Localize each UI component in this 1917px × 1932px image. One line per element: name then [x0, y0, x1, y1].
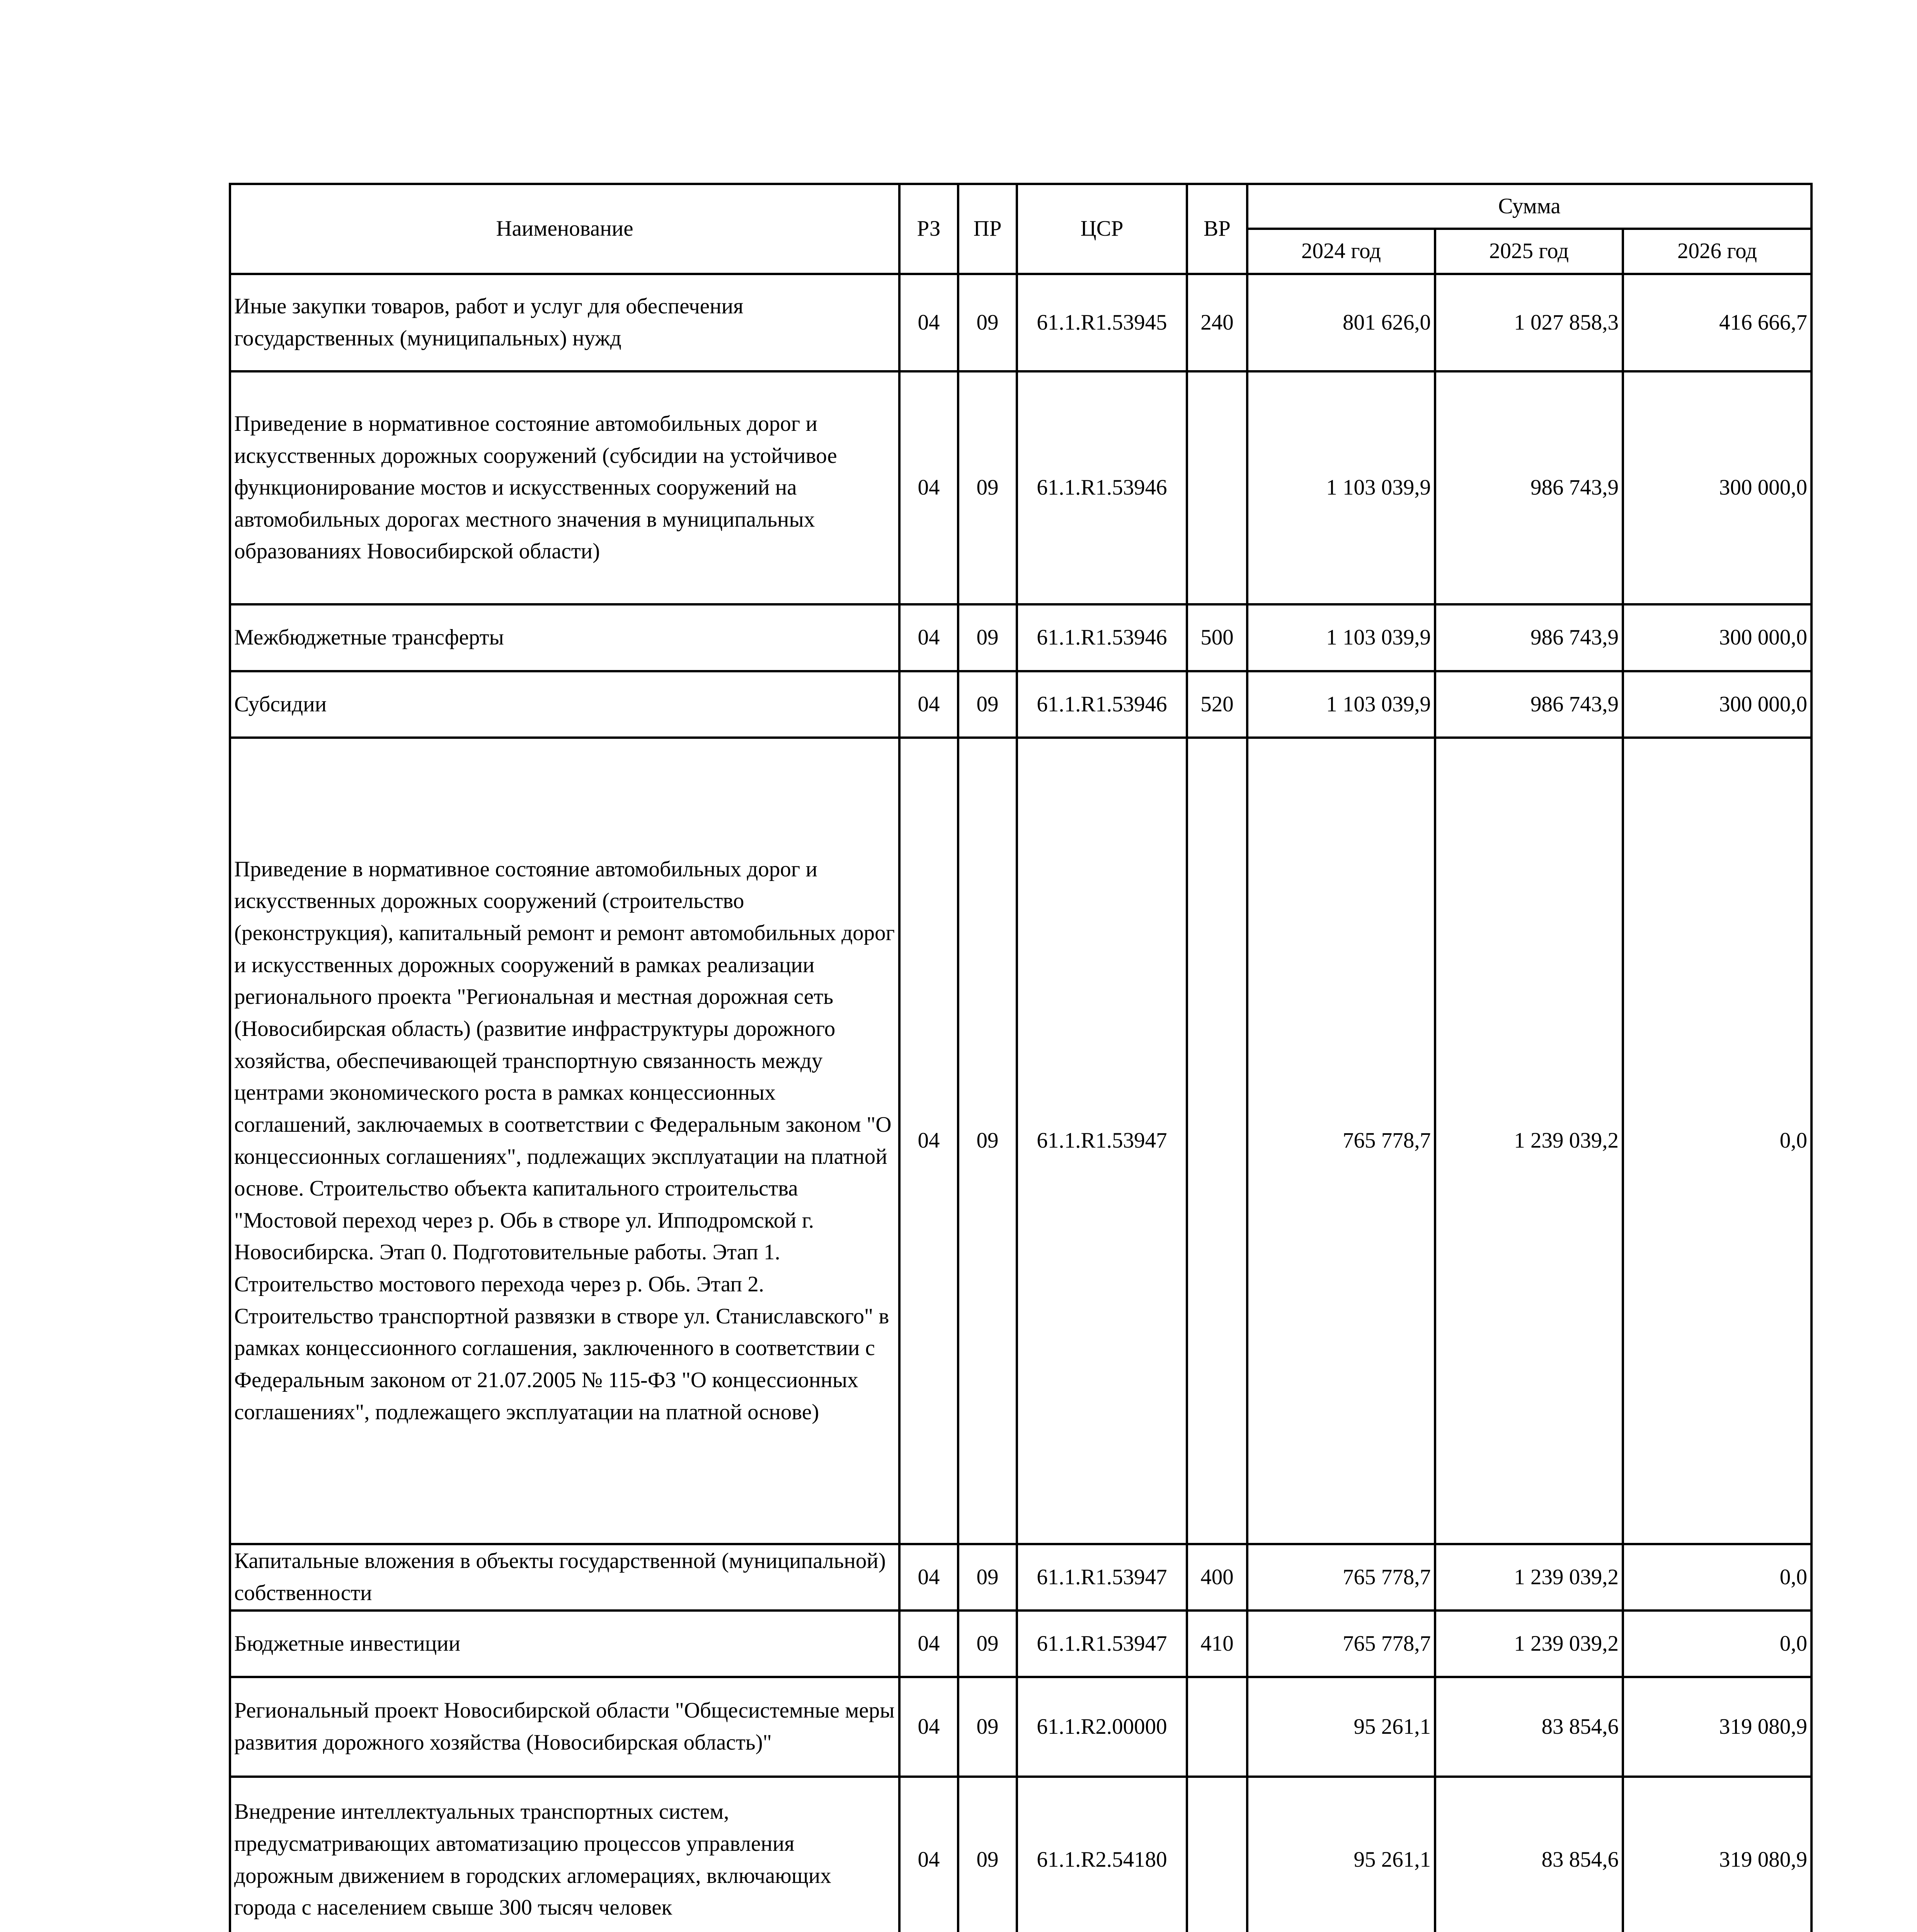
cell-sum-2025: 1 239 039,2 — [1435, 1611, 1623, 1677]
cell-rz: 04 — [899, 1611, 958, 1677]
cell-vr: 500 — [1187, 604, 1247, 671]
cell-sum-2025: 83 854,6 — [1435, 1677, 1623, 1777]
cell-sum-2025: 83 854,6 — [1435, 1777, 1623, 1932]
cell-name: Иные закупки товаров, работ и услуг для обеспечения государственных (муниципальных) нужд — [230, 274, 899, 371]
cell-pr: 09 — [958, 1544, 1017, 1611]
cell-pr: 09 — [958, 371, 1017, 604]
budget-table — [229, 183, 1813, 1932]
cell-rz: 04 — [899, 738, 958, 1544]
cell-vr: 400 — [1187, 1544, 1247, 1611]
cell-sum-2026: 300 000,0 — [1623, 671, 1811, 738]
table-row — [230, 274, 1811, 371]
cell-pr: 09 — [958, 1677, 1017, 1777]
cell-csr: 61.1.R2.54180 — [1017, 1777, 1187, 1932]
cell-name: Приведение в нормативное состояние автомобильных дорог и искусственных дорожных сооружений (субсидии на устойчивое функционирование мостов и искусственных сооружений на автомобильных дорогах местного значения в муниципальных образованиях Новосибирской области) — [230, 371, 899, 604]
cell-sum-2026: 319 080,9 — [1623, 1777, 1811, 1932]
cell-name: Субсидии — [230, 671, 899, 738]
cell-sum-2024: 1 103 039,9 — [1247, 604, 1435, 671]
cell-csr: 61.1.R1.53947 — [1017, 1544, 1187, 1611]
header-name: Наименование — [230, 184, 899, 274]
cell-pr: 09 — [958, 1611, 1017, 1677]
cell-csr: 61.1.R1.53946 — [1017, 371, 1187, 604]
cell-rz: 04 — [899, 671, 958, 738]
cell-sum-2026: 0,0 — [1623, 1544, 1811, 1611]
cell-pr: 09 — [958, 274, 1017, 371]
table-row — [230, 371, 1811, 604]
table-row — [230, 738, 1811, 1544]
cell-vr — [1187, 371, 1247, 604]
cell-sum-2025: 1 239 039,2 — [1435, 1544, 1623, 1611]
cell-sum-2024: 95 261,1 — [1247, 1677, 1435, 1777]
cell-sum-2025: 1 027 858,3 — [1435, 274, 1623, 371]
cell-sum-2024: 801 626,0 — [1247, 274, 1435, 371]
cell-csr: 61.1.R1.53947 — [1017, 1611, 1187, 1677]
cell-pr: 09 — [958, 1777, 1017, 1932]
cell-pr: 09 — [958, 671, 1017, 738]
cell-name: Внедрение интеллектуальных транспортных систем, предусматривающих автоматизацию процессов управления дорожным движением в городских агломерациях, включающих города с населением свыше 300 тысяч человек — [230, 1777, 899, 1932]
cell-vr — [1187, 738, 1247, 1544]
cell-sum-2024: 95 261,1 — [1247, 1777, 1435, 1932]
cell-rz: 04 — [899, 371, 958, 604]
cell-csr: 61.1.R1.53946 — [1017, 671, 1187, 738]
cell-vr: 410 — [1187, 1611, 1247, 1677]
cell-csr: 61.1.R1.53947 — [1017, 738, 1187, 1544]
cell-sum-2026: 300 000,0 — [1623, 371, 1811, 604]
cell-sum-2024: 765 778,7 — [1247, 1544, 1435, 1611]
cell-pr: 09 — [958, 738, 1017, 1544]
cell-sum-2026: 0,0 — [1623, 738, 1811, 1544]
table-row — [230, 671, 1811, 738]
cell-rz: 04 — [899, 1677, 958, 1777]
cell-name: Бюджетные инвестиции — [230, 1611, 899, 1677]
cell-vr — [1187, 1777, 1247, 1932]
table-row — [230, 1677, 1811, 1777]
cell-rz: 04 — [899, 1544, 958, 1611]
cell-sum-2025: 986 743,9 — [1435, 604, 1623, 671]
header-sum: Сумма — [1247, 184, 1811, 229]
cell-vr: 520 — [1187, 671, 1247, 738]
cell-sum-2025: 986 743,9 — [1435, 371, 1623, 604]
header-year-2024: 2024 год — [1247, 229, 1435, 274]
table-body — [230, 274, 1811, 1932]
header-rz: РЗ — [899, 184, 958, 274]
cell-sum-2026: 319 080,9 — [1623, 1677, 1811, 1777]
cell-sum-2025: 1 239 039,2 — [1435, 738, 1623, 1544]
header-pr: ПР — [958, 184, 1017, 274]
cell-name: Межбюджетные трансферты — [230, 604, 899, 671]
cell-rz: 04 — [899, 274, 958, 371]
header-vr: ВР — [1187, 184, 1247, 274]
cell-sum-2026: 0,0 — [1623, 1611, 1811, 1677]
table-row — [230, 1544, 1811, 1611]
cell-sum-2024: 1 103 039,9 — [1247, 671, 1435, 738]
cell-pr: 09 — [958, 604, 1017, 671]
cell-vr: 240 — [1187, 274, 1247, 371]
table-row — [230, 1777, 1811, 1932]
cell-sum-2024: 765 778,7 — [1247, 1611, 1435, 1677]
header-csr: ЦСР — [1017, 184, 1187, 274]
table-row — [230, 1611, 1811, 1677]
table-row — [230, 604, 1811, 671]
cell-vr — [1187, 1677, 1247, 1777]
cell-csr: 61.1.R2.00000 — [1017, 1677, 1187, 1777]
cell-sum-2024: 765 778,7 — [1247, 738, 1435, 1544]
header-row-top — [230, 184, 1811, 229]
cell-sum-2025: 986 743,9 — [1435, 671, 1623, 738]
cell-rz: 04 — [899, 1777, 958, 1932]
cell-rz: 04 — [899, 604, 958, 671]
cell-sum-2026: 300 000,0 — [1623, 604, 1811, 671]
cell-csr: 61.1.R1.53945 — [1017, 274, 1187, 371]
cell-name: Капитальные вложения в объекты государственной (муниципальной) собственности — [230, 1544, 899, 1611]
cell-name: Региональный проект Новосибирской области "Общесистемные меры развития дорожного хозяйства (Новосибирская область)" — [230, 1677, 899, 1777]
header-year-2025: 2025 год — [1435, 229, 1623, 274]
cell-sum-2024: 1 103 039,9 — [1247, 371, 1435, 604]
cell-csr: 61.1.R1.53946 — [1017, 604, 1187, 671]
cell-sum-2026: 416 666,7 — [1623, 274, 1811, 371]
header-year-2026: 2026 год — [1623, 229, 1811, 274]
cell-name: Приведение в нормативное состояние автомобильных дорог и искусственных дорожных сооружений (строительство (реконструкция), капитальный ремонт и ремонт автомобильных дорог и искусственных дорожных сооружений в рамках реализации регионального проекта "Региональная и местная дорожная сеть (Новосибирская область) (развитие инфраструктуры дорожного хозяйства, обеспечивающей транспортную связанность между центрами экономического роста в рамках концессионных соглашений, заключаемых в соответствии с Федеральным законом "О концессионных соглашениях", подлежащих эксплуатации на платной основе. Строительство объекта капитального строительства "Мостовой переход через р. Обь в створе ул. Ипподромской г. Новосибирска. Этап 0. Подготовительные работы. Этап 1. Строительство мостового перехода через р. Обь. Этап 2. Строительство транспортной развязки в створе ул. Станиславского" в рамках концессионного соглашения, заключенного в соответствии с Федеральным законом от 21.07.2005 № 115-ФЗ "О концессионных соглашениях", подлежащего эксплуатации на платной основе) — [230, 738, 899, 1544]
